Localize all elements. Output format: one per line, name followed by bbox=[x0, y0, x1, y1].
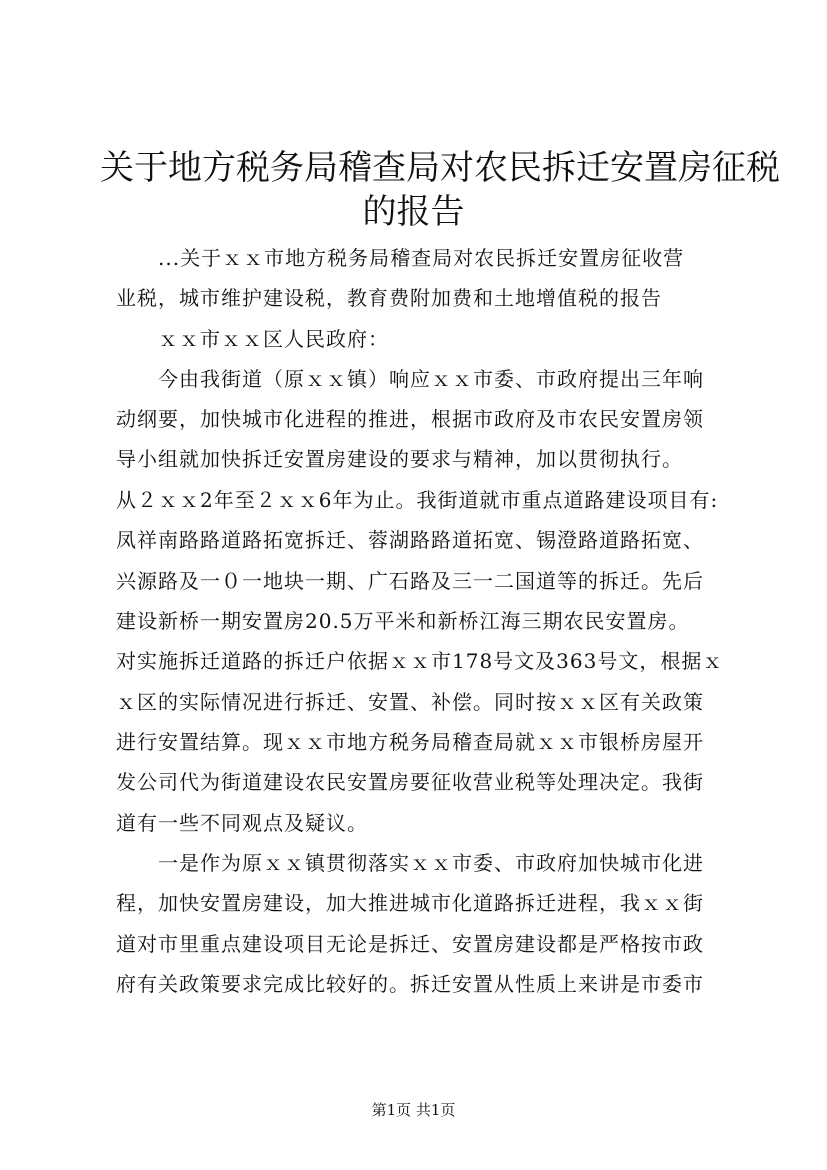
body-line: 道对市里重点建设项目无论是拆迁、安置房建设都是严格按市政 bbox=[116, 932, 704, 956]
body-line: 发公司代为街道建设农民安置房要征收营业税等处理决定。我街 bbox=[116, 770, 704, 794]
body-line: 凤祥南路路道路拓宽拆迁、蓉湖路路道拓宽、锡澄路道路拓宽、 bbox=[116, 528, 704, 552]
document-title-line-2: 的报告 bbox=[362, 192, 465, 232]
body-line: 今由我街道（原ｘｘ镇）响应ｘｘ市委、市政府提出三年响 bbox=[116, 367, 704, 391]
body-line: 动纲要，加快城市化进程的推进，根据市政府及市农民安置房领 bbox=[116, 407, 704, 431]
body-line: ｘｘ市ｘｘ区人民政府： bbox=[116, 327, 389, 351]
body-line: ...关于ｘｘ市地方税务局稽查局对农民拆迁安置房征收营 bbox=[116, 246, 685, 270]
body-line: 兴源路及一０一地块一期、广石路及三一二国道等的拆迁。先后 bbox=[116, 569, 704, 593]
body-line: 进行安置结算。现ｘｘ市地方税务局稽查局就ｘｘ市银桥房屋开 bbox=[116, 730, 704, 754]
body-line: 对实施拆迁道路的拆迁户依据ｘｘ市178号文及363号文，根据ｘ bbox=[116, 649, 724, 673]
body-line: 一是作为原ｘｘ镇贯彻落实ｘｘ市委、市政府加快城市化进 bbox=[116, 851, 704, 875]
body-line: 从２ｘｘ2年至２ｘｘ6年为止。我街道就市重点道路建设项目有: bbox=[116, 488, 719, 512]
body-line: 导小组就加快拆迁安置房建设的要求与精神，加以贯彻执行。 bbox=[116, 447, 683, 471]
body-line: ｘ区的实际情况进行拆迁、安置、补偿。同时按ｘｘ区有关政策 bbox=[116, 690, 704, 714]
body-line: 建设新桥一期安置房20.5万平米和新桥江海三期农民安置房。 bbox=[116, 609, 690, 633]
body-line: 府有关政策要求完成比较好的。拆迁安置从性质上来讲是市委市 bbox=[116, 972, 704, 996]
document-title-line-1: 关于地方税务局稽查局对农民拆迁安置房征税 bbox=[100, 148, 780, 188]
page-number-footer: 第1页 共1页 bbox=[371, 1101, 456, 1119]
body-line: 业税，城市维护建设税，教育费附加费和土地增值税的报告 bbox=[116, 286, 662, 310]
body-line: 程，加快安置房建设，加大推进城市化道路拆迁进程，我ｘｘ街 bbox=[116, 891, 704, 915]
body-line: 道有一些不同观点及疑议。 bbox=[116, 811, 368, 835]
